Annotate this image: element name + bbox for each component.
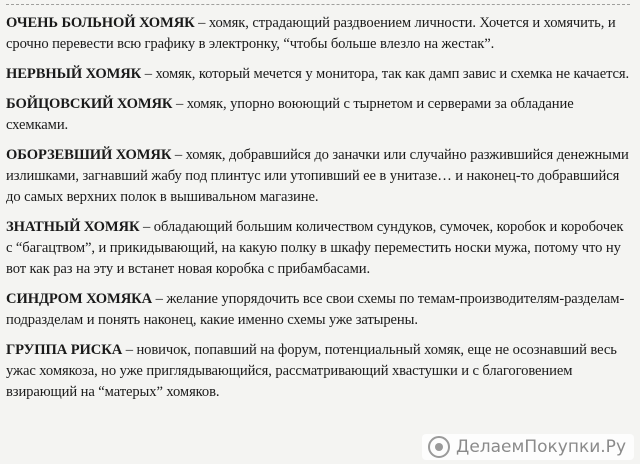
entry-term: ЗНАТНЫЙ ХОМЯК (6, 219, 140, 235)
entry-term: ГРУППА РИСКА (6, 342, 123, 358)
entry-definition: – хомяк, упорно воюющий с тырнетом и серверами за обладание схемками. (6, 96, 574, 133)
glossary-entry-6 (6, 289, 630, 331)
entry-term: ОЧЕНЬ БОЛЬНОЙ ХОМЯК (6, 15, 195, 31)
glossary-entry-4 (6, 145, 630, 208)
entry-definition: – обладающий большим количеством сундуков, сумочек, коробок и коробочек с “багацтвом”, и прикидывающий, на какую полку в шкафу переместить носки мужа, потому что ну вот как раз на эту и встанет новая коробка с прибамбасами. (6, 219, 624, 277)
cut-off-previous-line (6, 4, 630, 13)
entry-term: СИНДРОМ ХОМЯКА (6, 291, 153, 307)
site-watermark (422, 434, 634, 460)
entry-definition: – хомяк, который мечется у монитора, так как дамп завис и схемка не качается. (141, 66, 630, 82)
watermark-text: ДелаемПокупки.Ру (456, 437, 626, 457)
circle-logo-icon (428, 436, 450, 458)
glossary-entry-3 (6, 94, 630, 136)
glossary-entry-7 (6, 340, 630, 403)
entry-definition: – желание упорядочить все свои схемы по темам-производителям-разделам-подразделам и понять наконец, какие именно схемы уже затырены. (6, 291, 625, 328)
glossary-entry-1 (6, 13, 630, 55)
entry-definition: – хомяк, добравшийся до заначки или случайно разжившийся денежными излишками, загнавший жабу под плинтус или утопивший ее в унитазе… и наконец-то добравшийся до самых верхних полок в вышивальном магазине. (6, 147, 629, 205)
glossary-entry-2 (6, 64, 630, 85)
entry-term: НЕРВНЫЙ ХОМЯК (6, 66, 142, 82)
glossary-entry-5 (6, 217, 630, 280)
entry-definition: – новичок, попавший на форум, потенциальный хомяк, еще не осознавший весь ужас хомякоза, но уже приглядывающийся, рассматривающий хвастушки и с благоговением взирающий на “матерых” хомяков. (6, 342, 617, 400)
entry-definition: – хомяк, страдающий раздвоением личности. Хочется и хомячить, и срочно перевести всю графику в электронку, “чтобы больше влезло на жестак”. (6, 15, 616, 52)
entry-term: ОБОРЗЕВШИЙ ХОМЯК (6, 147, 172, 163)
entry-term: БОЙЦОВСКИЙ ХОМЯК (6, 96, 173, 112)
